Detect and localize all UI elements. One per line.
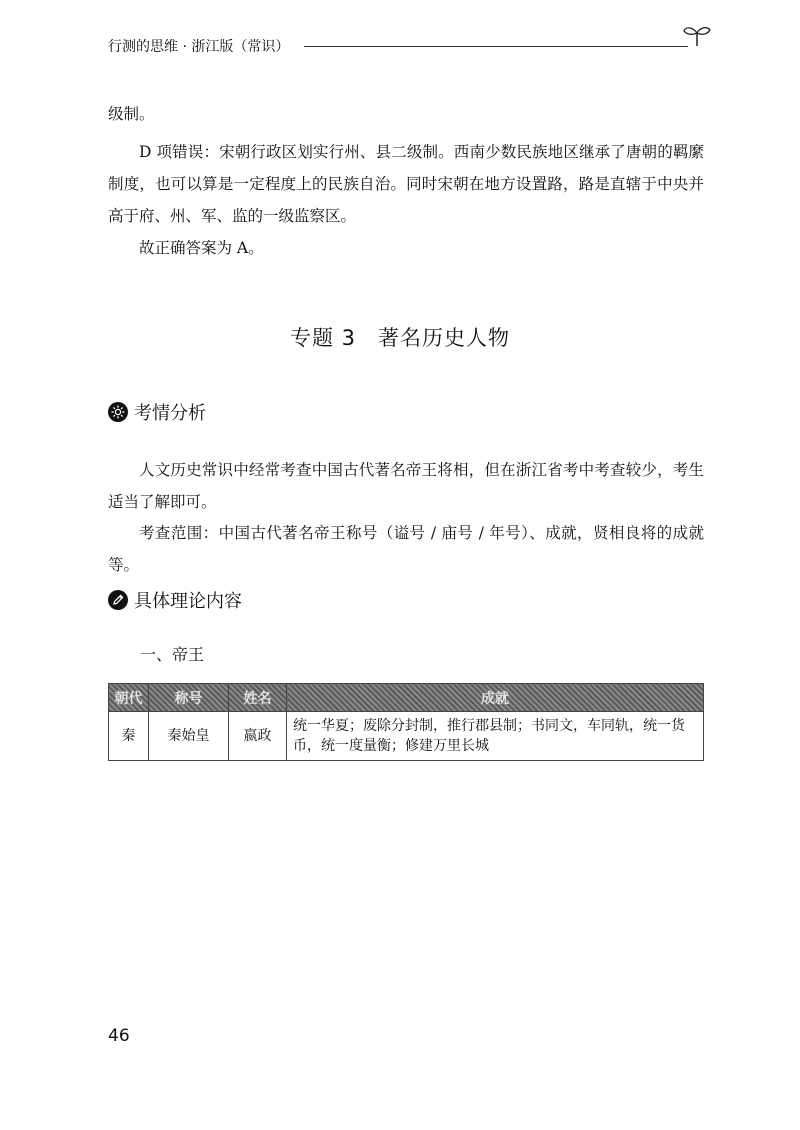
page-number: 46 — [108, 1026, 130, 1046]
section-theory-heading — [108, 587, 242, 613]
answer-paragraph: 故正确答案为 A。 — [139, 239, 264, 257]
header-name: 姓名 — [229, 684, 287, 712]
pencil-icon — [108, 590, 128, 610]
header-rule — [304, 46, 688, 47]
table-row — [109, 712, 704, 761]
subheading-emperors: 一、帝王 — [140, 645, 205, 664]
cell-dynasty: 秦 — [109, 712, 149, 761]
section-theory-title: 具体理论内容 — [134, 591, 242, 612]
header-achievements: 成就 — [287, 684, 704, 712]
header-title: 行测的思维 · 浙江版（常识） — [108, 39, 290, 55]
header-dynasty: 朝代 — [109, 684, 149, 712]
cell-achievements: 统一华夏；废除分封制，推行郡县制；书同文，车同轨，统一货币，统一度量衡；修建万里长城 — [287, 712, 704, 761]
analysis-paragraph-1: 人文历史常识中经常考查中国古代著名帝王将相，但在浙江省考中考查较少，考生适当了解即可。 — [108, 461, 704, 511]
sprout-icon — [682, 24, 712, 48]
section-analysis-heading — [108, 399, 206, 425]
sun-icon — [108, 402, 128, 422]
cell-name: 嬴政 — [229, 712, 287, 761]
header-title: 称号 — [149, 684, 229, 712]
continued-paragraph: 级制。 — [108, 105, 155, 123]
topic-title: 专题 3 著名历史人物 — [289, 326, 511, 350]
table-header-row — [109, 684, 704, 712]
running-header — [108, 30, 708, 54]
option-d-paragraph: D 项错误：宋朝行政区划实行州、县二级制。西南少数民族地区继承了唐朝的羁縻制度，也可以算是一定程度上的民族自治。同时宋朝在地方设置路，路是直辖于中央并高于府、州、军、监的一级监察区。 — [108, 143, 704, 225]
cell-title: 秦始皇 — [149, 712, 229, 761]
section-analysis-title: 考情分析 — [134, 403, 206, 424]
analysis-paragraph-2: 考查范围：中国古代著名帝王称号（谥号 / 庙号 / 年号）、成就，贤相良将的成就等。 — [108, 524, 704, 574]
emperors-table — [108, 683, 704, 761]
